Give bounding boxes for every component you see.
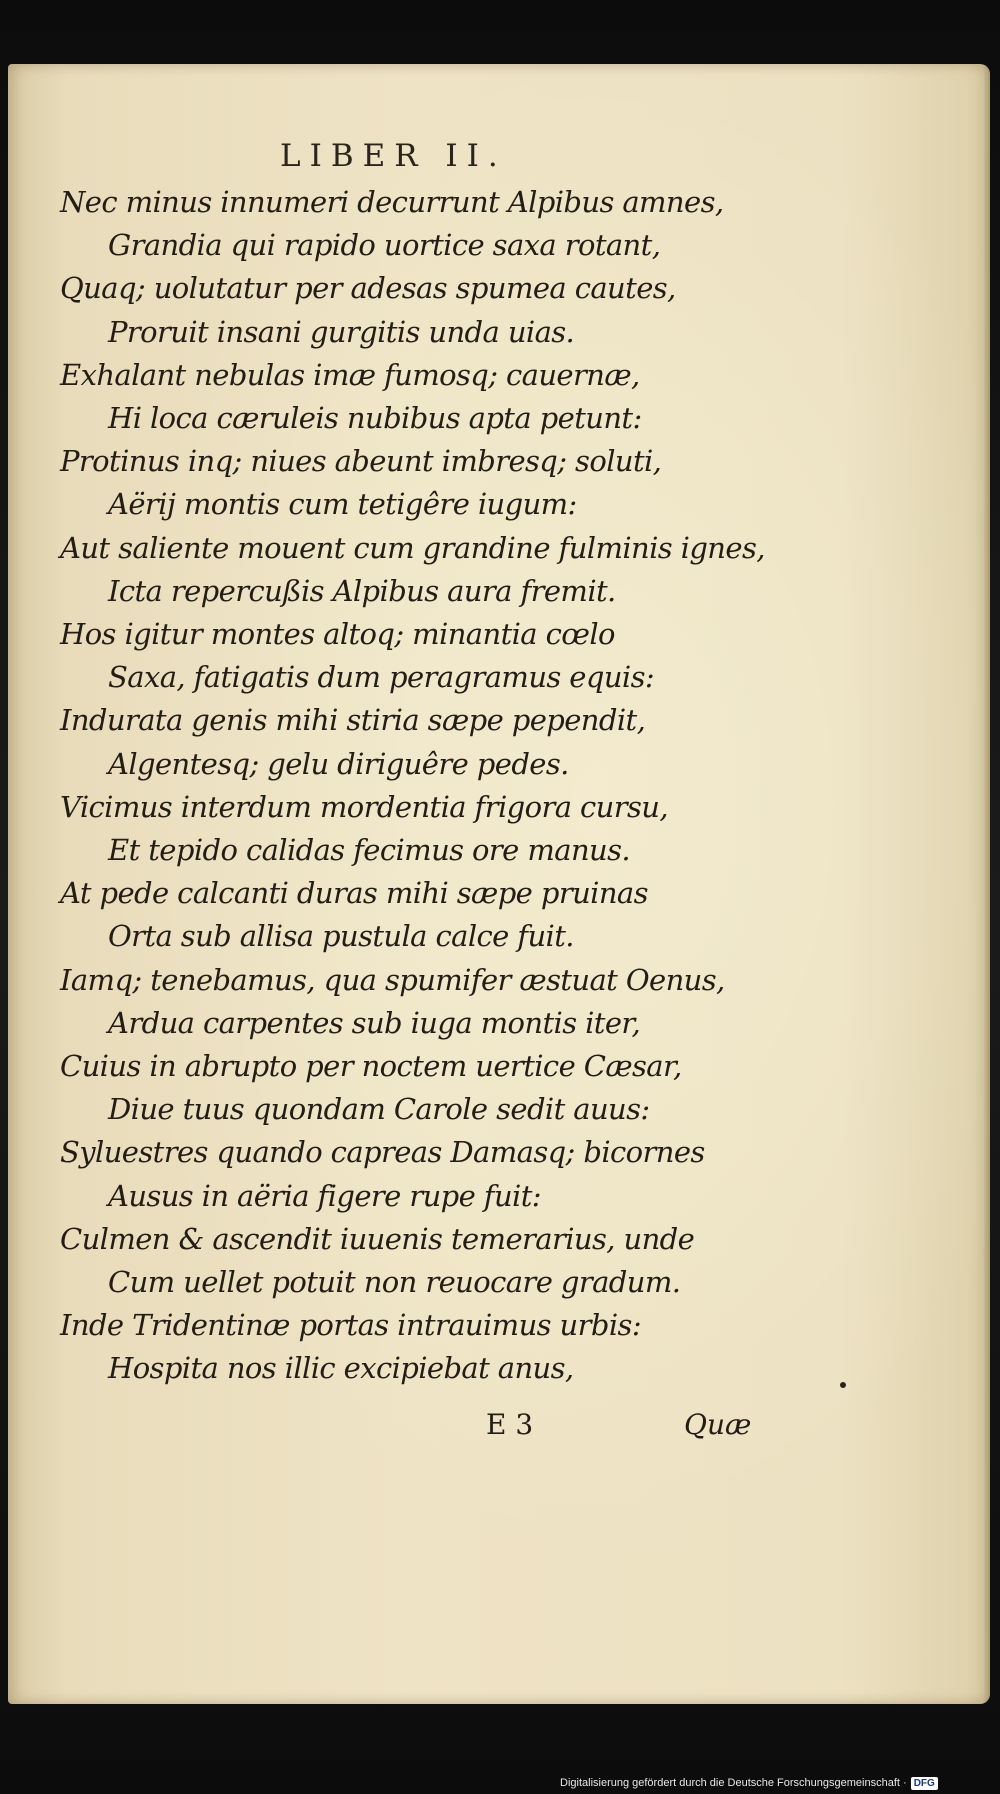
verse-line-pentameter: Ardua carpentes sub iuga montis iter, bbox=[108, 1005, 641, 1040]
verse-line-hexameter: Syluestres quando capreas Damasq; bicornes bbox=[60, 1135, 705, 1170]
verse-line-pentameter: Et tepido calidas fecimus ore manus. bbox=[108, 833, 631, 867]
verse-line-hexameter: Indurata genis mihi stiria sæpe pependit, bbox=[60, 703, 646, 738]
dfg-logo: DFG bbox=[911, 1777, 938, 1790]
verse-line-hexameter: Exhalant nebulas imæ fumosq; cauernæ, bbox=[60, 357, 640, 392]
verse-line-hexameter: Nec minus innumeri decurrunt Alpibus amnes, bbox=[60, 185, 724, 219]
verse-line-pentameter: Algentesq; gelu diriguêre pedes. bbox=[108, 746, 569, 781]
verse-line-hexameter: Hos igitur montes altoq; minantia cœlo bbox=[60, 617, 615, 651]
running-head: LIBER II. bbox=[280, 138, 507, 174]
verse-line-pentameter: Orta sub allisa pustula calce fuit. bbox=[108, 919, 574, 954]
verse-line-hexameter: Inde Tridentinæ portas intrauimus urbis: bbox=[60, 1308, 641, 1343]
verse-line-hexameter: At pede calcanti duras mihi sæpe pruinas bbox=[60, 876, 648, 911]
verse-line-hexameter: Protinus inq; niues abeunt imbresq; soluti, bbox=[60, 444, 662, 479]
verse-line-hexameter: Culmen & ascendit iuuenis temerarius, unde bbox=[60, 1221, 695, 1256]
verse-line-pentameter: Aërij montis cum tetigêre iugum: bbox=[108, 487, 577, 522]
verse-line-pentameter: Ausus in aëria figere rupe fuit: bbox=[108, 1178, 541, 1213]
page-edge bbox=[984, 64, 990, 1704]
verse-line-pentameter: Hi loca cæruleis nubibus apta petunt: bbox=[108, 401, 642, 435]
verse-line-pentameter: Hospita nos illic excipiebat anus, bbox=[108, 1351, 574, 1386]
verse-line-pentameter: Saxa, fatigatis dum peragramus equis: bbox=[108, 660, 655, 695]
book-page bbox=[8, 64, 990, 1704]
verse-line-hexameter: Vicimus interdum mordentia frigora cursu, bbox=[60, 789, 668, 824]
verse-line-pentameter: Icta repercußis Alpibus aura fremit. bbox=[108, 573, 616, 608]
verse-line-hexameter: Cuius in abrupto per noctem uertice Cæsar, bbox=[60, 1049, 682, 1083]
signature-mark: E 3 bbox=[486, 1408, 534, 1441]
ink-speck bbox=[840, 1382, 846, 1388]
verse-line-hexameter: Iamq; tenebamus, qua spumifer æstuat Oenus, bbox=[60, 962, 725, 997]
verse-line-pentameter: Grandia qui rapido uortice saxa rotant, bbox=[108, 228, 661, 263]
verse-line-pentameter: Proruit insani gurgitis unda uias. bbox=[108, 314, 575, 349]
catchword: Quæ bbox=[684, 1408, 752, 1441]
digitization-credit: Digitalisierung gefördert durch die Deutsche Forschungsgemeinschaft · bbox=[560, 1777, 907, 1789]
verse-line-hexameter: Aut saliente mouent cum grandine fulminis ignes, bbox=[60, 530, 765, 565]
verse-line-pentameter: Diue tuus quondam Carole sedit auus: bbox=[108, 1092, 650, 1127]
digitization-credit-bar bbox=[560, 1774, 938, 1792]
verse-line-hexameter: Quaq; uolutatur per adesas spumea cautes, bbox=[60, 271, 676, 306]
verse-line-pentameter: Cum uellet potuit non reuocare gradum. bbox=[108, 1265, 681, 1299]
